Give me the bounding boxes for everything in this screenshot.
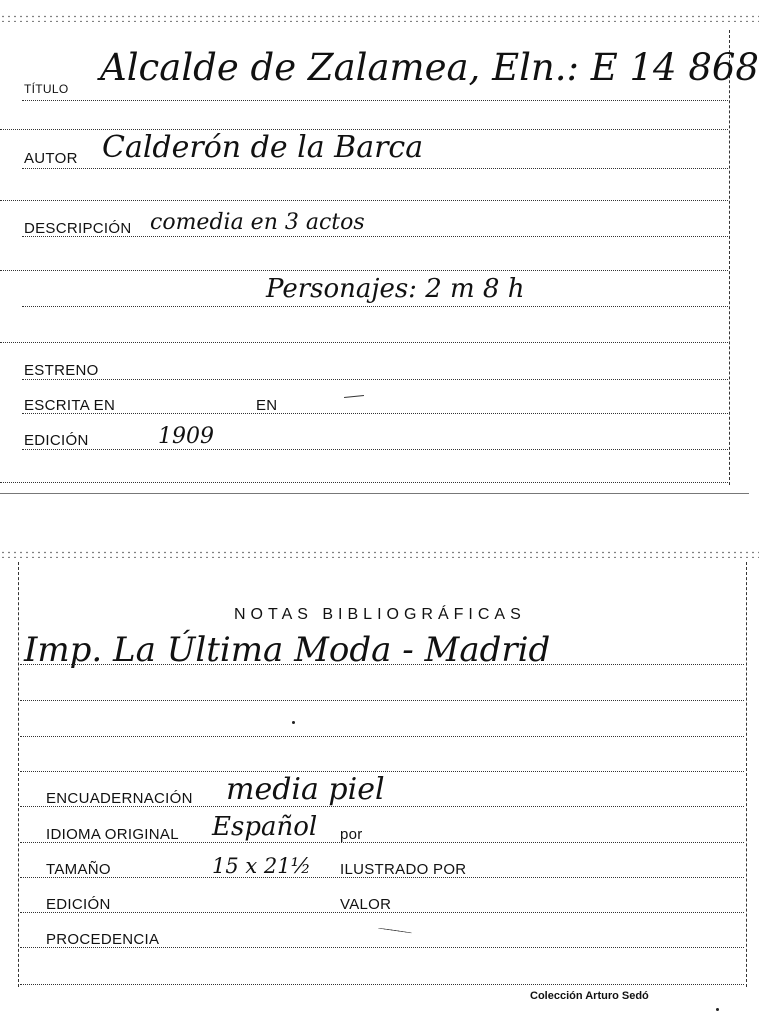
autor-line [22, 168, 728, 169]
valor-label: VALOR [340, 896, 392, 913]
encuadernacion-label: ENCUADERNACIÓN [46, 790, 193, 807]
edicion-label: EDICIÓN [24, 432, 89, 449]
ilustrado-por-label: ILUSTRADO POR [340, 861, 467, 878]
pencil-dash-mark [344, 395, 364, 398]
ruled-line [0, 482, 728, 483]
personajes-handwritten-note: Personajes: 2 m 8 h [266, 274, 525, 304]
procedencia-label: PROCEDENCIA [46, 931, 160, 948]
descripcion-handwritten-value: comedia en 3 actos [150, 210, 365, 235]
notas-bibliograficas-heading: NOTAS BIBLIOGRÁFICAS [234, 606, 526, 623]
ruled-line [0, 200, 728, 201]
top-card-right-edge [729, 30, 730, 485]
ruled-line [20, 700, 744, 701]
idioma-por-label: por [340, 826, 363, 843]
escrita-en-place-label: EN [256, 397, 278, 414]
idioma-original-handwritten-value: Español [212, 812, 318, 842]
procedencia-line [20, 947, 744, 948]
estreno-line [22, 379, 728, 380]
tamano-handwritten-value: 15 x 21½ [212, 854, 311, 878]
idioma-original-label: IDIOMA ORIGINAL [46, 826, 179, 843]
descripcion-label: DESCRIPCIÓN [24, 220, 132, 237]
edicion-bottom-label: EDICIÓN [46, 896, 111, 913]
bottom-card-edge-noise [0, 550, 759, 558]
escrita-en-label: ESCRITA EN [24, 397, 116, 414]
ruled-line [20, 736, 744, 737]
titulo-line [22, 100, 728, 101]
autor-handwritten-value: Calderón de la Barca [102, 130, 424, 165]
tamano-line [20, 877, 744, 878]
descripcion-line [22, 236, 728, 237]
bottom-card-left-edge [18, 562, 19, 987]
edicion-handwritten-value: 1909 [158, 424, 214, 449]
escrita-en-line [22, 413, 728, 414]
top-card-edge-noise [0, 14, 759, 22]
encuadernacion-handwritten-value: media piel [226, 772, 385, 807]
ruled-line [0, 342, 728, 343]
collection-credit: Colección Arturo Sedó [530, 990, 649, 1002]
estreno-label: ESTRENO [24, 362, 99, 379]
edicion-bottom-line [20, 912, 744, 913]
ink-dot [292, 721, 295, 724]
pencil-arc-mark [378, 928, 412, 934]
edicion-line [22, 449, 728, 450]
titulo-label: TÍTULO [24, 82, 69, 96]
titulo-handwritten-value: Alcalde de Zalamea, Eln.: E 14 868 [100, 46, 759, 89]
notas-line [20, 664, 744, 665]
bottom-card-right-edge [746, 562, 747, 987]
personajes-line [22, 306, 728, 307]
idioma-original-line [20, 842, 744, 843]
ruled-line [0, 270, 728, 271]
tamano-label: TAMAÑO [46, 861, 111, 878]
card-separator [0, 493, 749, 494]
autor-label: AUTOR [24, 150, 78, 167]
encuadernacion-line [20, 806, 744, 807]
notas-handwritten-text: Imp. La Última Moda - Madrid [24, 630, 551, 670]
ruled-line [20, 984, 744, 985]
ink-dot [716, 1008, 719, 1011]
